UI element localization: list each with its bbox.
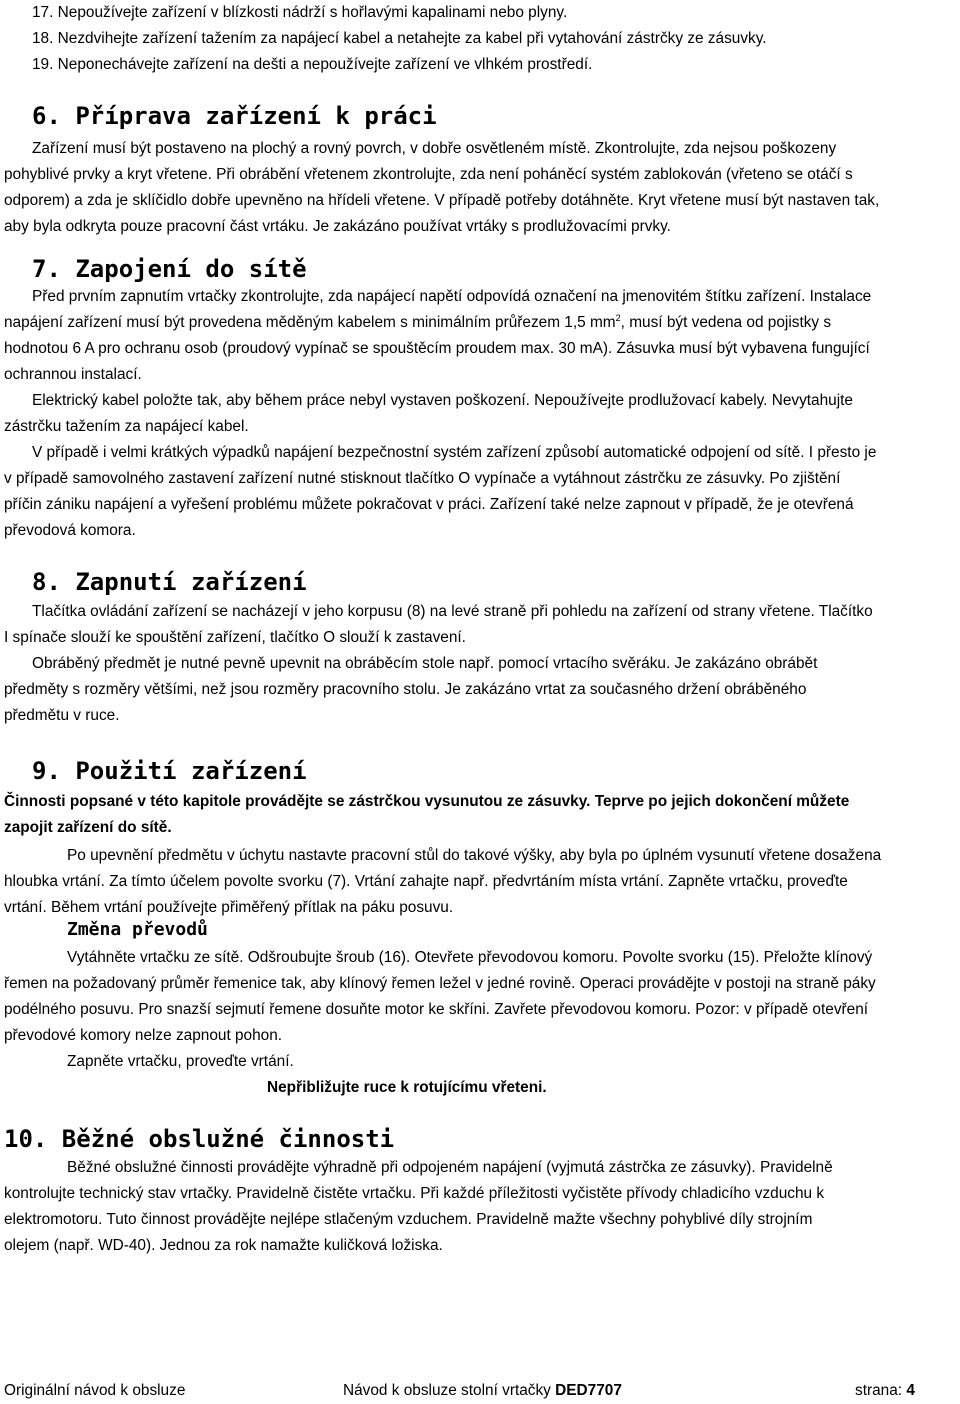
- s9-sub-line-4: převodové komory nelze zapnout pohon.: [4, 1027, 283, 1044]
- footer-center: [343, 1378, 622, 1404]
- superscript-2: 2: [615, 312, 621, 323]
- s7-line-4: ochrannou instalací.: [4, 366, 142, 383]
- s10-line-4: olejem (např. WD-40). Jednou za rok namažte kuličková ložiska.: [4, 1237, 443, 1254]
- section-8-heading: 8. Zapnutí zařízení: [32, 568, 307, 596]
- list-item-18: 18. Nezdvihejte zařízení tažením za napájecí kabel a netahejte za kabel při vytahování zástrčky ze zásuvky.: [32, 30, 767, 47]
- section-9-heading: 9. Použití zařízení: [32, 757, 307, 785]
- s9-bold-line-1: Činnosti popsané v této kapitole provádějte se zástrčkou vysunutou ze zásuvky. Teprve po jejich dokončení můžete: [4, 793, 850, 810]
- s8-line-5: předmětu v ruce.: [4, 707, 120, 724]
- s9-sub-line-2: řemen na požadovaný průměr řemenice tak, aby klínový řemen ležel v jedné rovině. Operaci provádějte v postoji na straně páky: [4, 975, 876, 992]
- s6-line-3: odporem) a zda je sklíčidlo dobře upevněno na hřídeli vřetene. V případě potřeby dotáhněte. Kryt vřetene musí být nastaven tak,: [4, 192, 880, 209]
- footer-page-number: 4: [906, 1382, 915, 1399]
- s6-line-4: aby byla odkryta pouze pracovní část vrtáku. Je zakázáno používat vrtáky s prodlužovacími prvky.: [4, 218, 671, 235]
- s10-line-2: kontrolujte technický stav vrtačky. Pravidelně čistěte vrtačku. Při každé příležitosti vyčistěte přívody chladicího vzduchu k: [4, 1185, 825, 1202]
- s6-line-1: Zařízení musí být postaveno na plochý a rovný povrch, v dobře osvětleném místě. Zkontrolujte, zda nejsou poškozeny: [32, 140, 837, 157]
- s7-line-2a: napájení zařízení musí být provedena měděným kabelem s minimálním průřezem 1,5 mm: [4, 314, 616, 331]
- s9-sub-line-5: Zapněte vrtačku, proveďte vrtání.: [67, 1053, 294, 1070]
- s8-line-4: předměty s rozměry většími, než jsou rozměry pracovního stolu. Je zakázáno vrtat za současného držení obráběného: [4, 681, 807, 698]
- s7-line-1: Před prvním zapnutím vrtačky zkontrolujte, zda napájecí napětí odpovídá označení na jmenovitém štítku zařízení. Instalace: [32, 288, 872, 305]
- section-10-heading: 10. Běžné obslužné činnosti: [4, 1125, 395, 1153]
- s6-line-2: pohyblivé prvky a kryt vřetene. Při obrábění vřetenem zkontrolujte, zda není poháněcí systém zablokován (vřeteno se otáčí s: [4, 166, 853, 183]
- s7-line-10: převodová komora.: [4, 522, 136, 539]
- s7-line-3: hodnotou 6 A pro ochranu osob (proudový vypínač se spouštěcím proudem max. 30 mA). Zásuvka musí být vybavena fungující: [4, 340, 870, 357]
- s9-line-1: Po upevnění předmětu v úchytu nastavte pracovní stůl do takové výšky, aby byla po úplném vysunutí vřetene dosažena: [67, 847, 882, 864]
- footer-page: [855, 1378, 915, 1404]
- s9-bold-line-2: zapojit zařízení do sítě.: [4, 819, 172, 836]
- footer-model: DED7707: [555, 1382, 622, 1399]
- list-item-17: 17. Nepoužívejte zařízení v blízkosti nádrží s hořlavými kapalinami nebo plyny.: [32, 4, 568, 21]
- s7-line-8: v případě samovolného zastavení zařízení nutné stisknout tlačítko O vypínače a vytáhnout zástrčku ze zásuvky. Po zjištění: [4, 470, 841, 487]
- footer-center-text: Návod k obsluze stolní vrtačky: [343, 1382, 556, 1399]
- list-item-19: 19. Neponechávejte zařízení na dešti a nepoužívejte zařízení ve vlhkém prostředí.: [32, 56, 593, 73]
- s9-sub-line-3: podélného posuvu. Pro snazší sejmutí řemene dosuňte motor ke skříni. Zavřete převodovou komoru. Pozor: v případě otevření: [4, 1001, 869, 1018]
- s9-line-2: hloubka vrtání. Za tímto účelem povolte svorku (7). Vrtání zahajte např. předvrtáním místa vrtání. Zapněte vrtačku, proveďte: [4, 873, 848, 890]
- footer-left: Originální návod k obsluze: [4, 1382, 186, 1399]
- s9-warning: Nepřibližujte ruce k rotujícímu vřeteni.: [267, 1079, 547, 1096]
- s9-sub-line-1: Vytáhněte vrtačku ze sítě. Odšroubujte šroub (16). Otevřete převodovou komoru. Povolte svorku (15). Přeložte klínový: [67, 949, 873, 966]
- s10-line-3: elektromotoru. Tuto činnost provádějte nejlépe stlačeným vzduchem. Pravidelně mažte všechny pohyblivé díly strojním: [4, 1211, 813, 1228]
- s7-line-7: V případě i velmi krátkých výpadků napájení bezpečnostní systém zařízení způsobí automatické odpojení od sítě. I přesto je: [32, 444, 877, 461]
- section-7-heading: 7. Zapojení do sítě: [32, 255, 307, 283]
- s7-line-2b: , musí být vedena od pojistky s: [620, 314, 832, 331]
- s10-line-1: Běžné obslužné činnosti provádějte výhradně při odpojeném napájení (vyjmutá zástrčka ze zásuvky). Pravidelně: [67, 1159, 833, 1176]
- s7-line-5: Elektrický kabel položte tak, aby během práce nebyl vystaven poškození. Nepoužívejte prodlužovací kabely. Nevytahujte: [32, 392, 853, 409]
- s9-line-3: vrtání. Během vrtání používejte přiměřený přítlak na páku posuvu.: [4, 899, 454, 916]
- s8-line-2: I spínače slouží ke spouštění zařízení, tlačítko O slouží k zastavení.: [4, 629, 466, 646]
- s8-line-3: Obráběný předmět je nutné pevně upevnit na obráběcím stole např. pomocí vrtacího svěráku. Je zakázáno obrábět: [32, 655, 818, 672]
- s8-line-1: Tlačítka ovládání zařízení se nacházejí v jeho korpusu (8) na levé straně při pohledu na zařízení od strany vřetene. Tlačítko: [32, 603, 873, 620]
- s7-line-2: [4, 310, 831, 336]
- footer-page-label: strana:: [855, 1382, 907, 1399]
- s7-line-9: příčin zániku napájení a vyřešení problému můžete pokračovat v práci. Zařízení také nelze zapnout v případě, že je otevřená: [4, 496, 854, 513]
- section-6-heading: 6. Příprava zařízení k práci: [32, 102, 437, 130]
- s7-line-6: zástrčku tažením za napájecí kabel.: [4, 418, 249, 435]
- subsection-heading-gear-change: Změna převodů: [67, 919, 208, 940]
